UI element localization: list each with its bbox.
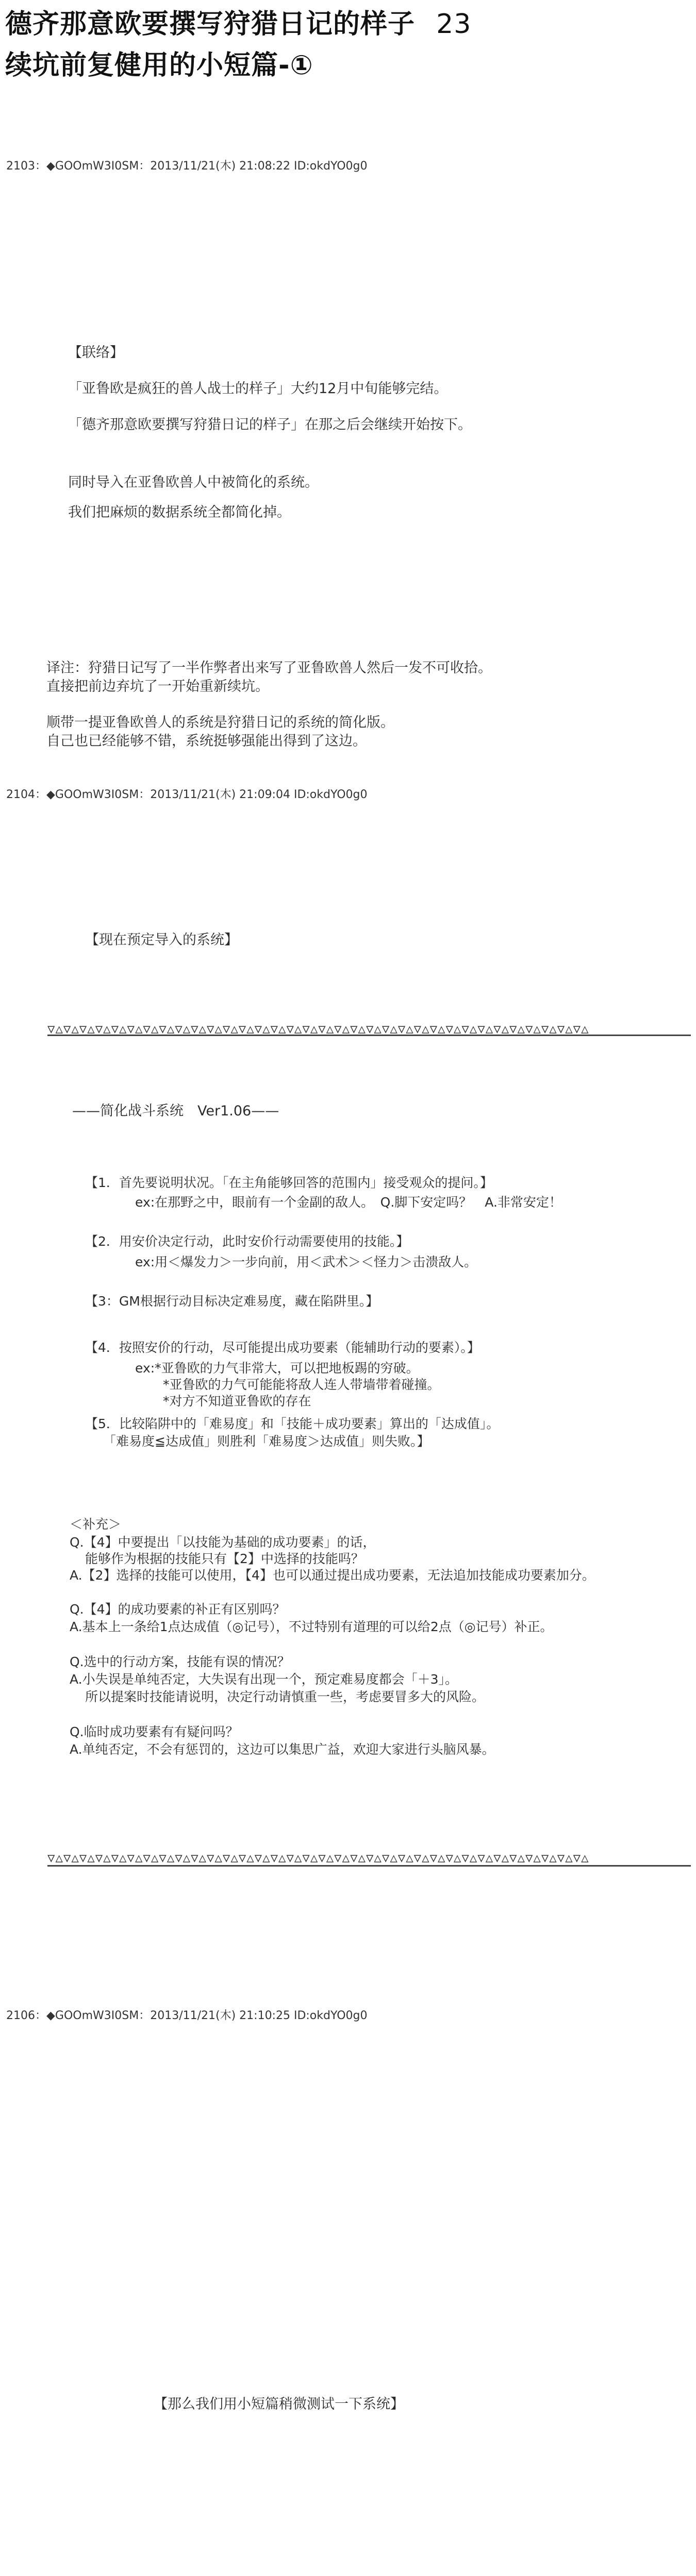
post-line: 「亚鲁欧是疯狂的兽人战士的样子」大约12月中旬能够完结。 bbox=[68, 381, 448, 397]
page-subtitle: 续坑前复健用的小短篇-① bbox=[5, 50, 313, 81]
rule-item: 【2．用安价决定行动，此时安价行动需要使用的技能。】 bbox=[85, 1234, 409, 1249]
post-line: 同时导入在亚鲁欧兽人中被简化的系统。 bbox=[68, 474, 319, 490]
faq-line: A.小失误是单纯否定，大失误有出现一个，预定难易度都会「＋3」。 bbox=[70, 1672, 458, 1687]
faq-label: ＜补充＞ bbox=[70, 1517, 122, 1532]
post-line: 译注：狩猎日记写了一半作弊者出来写了亚鲁欧兽人然后一发不可收拾。 bbox=[46, 660, 492, 676]
post-header: 2103：◆GOOmW3I0SM：2013/11/21(木) 21:08:22 ID:okdYO0g0 bbox=[6, 160, 368, 173]
triangle-divider: ▽△▽△▽△▽△▽△▽△▽△▽△▽△▽△▽△▽△▽△▽△▽△▽△▽△▽△▽△▽△▽△▽△▽△▽△▽△▽△▽△▽△▽△▽△▽△▽△▽△▽△ bbox=[47, 1022, 589, 1036]
title-line1: 德齐那意欧要撰写狩猎日记的样子 bbox=[5, 9, 416, 40]
rule-example: ex:用＜爆发力＞一步向前，用＜武术＞＜怪力＞击溃敌人。 bbox=[135, 1255, 477, 1269]
rule-item: 「难易度≦达成值」则胜利「难易度＞达成值」则失败。】 bbox=[103, 1434, 430, 1449]
faq-line: 能够作为根据的技能只有【2】中选择的技能吗？ bbox=[85, 1551, 364, 1566]
post-line: 我们把麻烦的数据系统全都简化掉。 bbox=[68, 504, 291, 520]
rule-example: *亚鲁欧的力气可能能将敌人连人带墙带着碰撞。 bbox=[163, 1377, 440, 1392]
rule-example: ex:*亚鲁欧的力气非常大，可以把地板踢的穷破。 bbox=[135, 1361, 419, 1376]
rule-item: 【4．按照安价的行动，尽可能提出成功要素（能辅助行动的要素）。】 bbox=[85, 1340, 480, 1355]
faq-line: A.基本上一条给1点达成值（◎记号），不过特别有道理的可以给2点（◎记号）补正。 bbox=[70, 1619, 553, 1634]
post-line: 顺带一提亚鲁欧兽人的系统是狩猎日记的系统的简化版。 bbox=[46, 715, 394, 731]
faq-line: A.【2】选择的技能可以使用，【4】也可以通过提出成功要素，无法追加技能成功要素加分。 bbox=[70, 1568, 595, 1583]
faq-line: Q.【4】的成功要素的补正有区别吗？ bbox=[70, 1602, 286, 1617]
post-heading: 【联络】 bbox=[68, 345, 124, 361]
title-number: 23 bbox=[436, 9, 472, 40]
faq-line: Q.【4】中要提出「以技能为基础的成功要素」的话， bbox=[70, 1535, 376, 1550]
rule-item: 【3：GM根据行动目标决定难易度，藏在陷阱里。】 bbox=[85, 1294, 379, 1309]
rule-example: ex:在那野之中，眼前有一个金副的敌人。 Q.脚下安定吗？ A.非常安定！ bbox=[135, 1195, 562, 1210]
post-line: 自己也已经能够不错，系统挺够强能出得到了这边。 bbox=[46, 733, 367, 749]
post-line: 直接把前边弃坑了一开始重新续坑。 bbox=[46, 679, 269, 694]
post-heading: 【现在预定导入的系统】 bbox=[85, 932, 238, 948]
post-line: 「德齐那意欧要撰写狩猎日记的样子」在那之后会继续开始按下。 bbox=[68, 417, 472, 433]
system-title: ——简化战斗系统 Ver1.06—— bbox=[72, 1103, 279, 1119]
faq-line: Q.临时成功要素有有疑问吗？ bbox=[70, 1724, 239, 1739]
faq-line: Q.选中的行动方案，技能有误的情况？ bbox=[70, 1654, 290, 1669]
divider-line bbox=[47, 1035, 691, 1036]
rule-item: 【1．首先要说明状况。「在主角能够回答的范围内」接受观众的提问。】 bbox=[85, 1175, 493, 1190]
faq-line: 所以提案时技能请说明，决定行动请慎重一些，考虑要冒多大的风险。 bbox=[85, 1689, 485, 1704]
rule-example: *对方不知道亚鲁欧的存在 bbox=[163, 1394, 311, 1409]
post-header: 2106：◆GOOmW3I0SM：2013/11/21(木) 21:10:25 ID:okdYO0g0 bbox=[6, 2009, 368, 2022]
divider-line bbox=[47, 1865, 691, 1867]
triangle-divider: ▽△▽△▽△▽△▽△▽△▽△▽△▽△▽△▽△▽△▽△▽△▽△▽△▽△▽△▽△▽△▽△▽△▽△▽△▽△▽△▽△▽△▽△▽△▽△▽△▽△▽△ bbox=[47, 1851, 589, 1865]
page-title bbox=[5, 2, 471, 41]
post-banner: 【那么我们用小短篇稍微测试一下系统】 bbox=[154, 2396, 404, 2412]
faq-line: A.单纯否定，不会有惩罚的，这边可以集思广益，欢迎大家进行头脑风暴。 bbox=[70, 1742, 495, 1757]
post-header: 2104：◆GOOmW3I0SM：2013/11/21(木) 21:09:04 ID:okdYO0g0 bbox=[6, 788, 368, 801]
rule-item: 【5．比较陷阱中的「难易度」和「技能＋成功要素」算出的「达成值」。 bbox=[85, 1416, 500, 1431]
